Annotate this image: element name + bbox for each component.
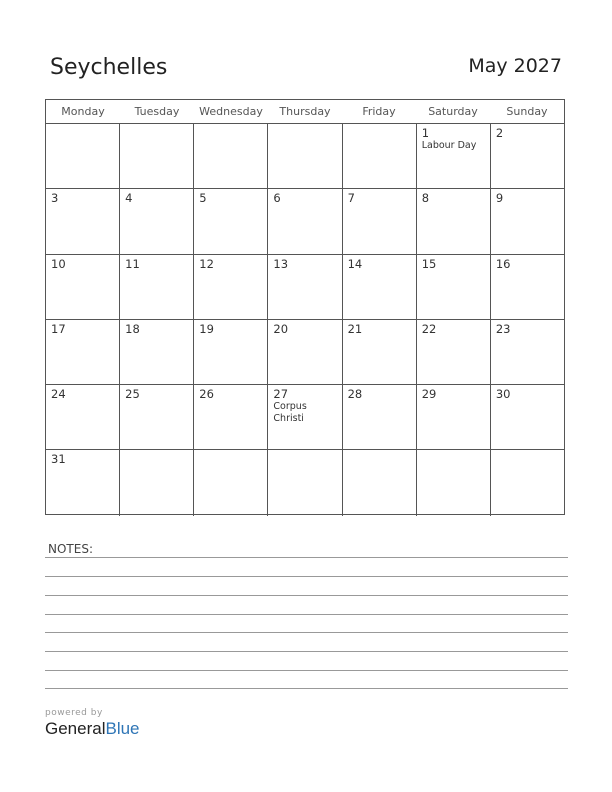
week-row (46, 255, 564, 320)
calendar-grid (45, 99, 565, 515)
note-line[interactable] (45, 688, 568, 689)
day-cell[interactable] (268, 124, 342, 188)
day-cell[interactable] (268, 385, 342, 449)
day-cell[interactable] (491, 385, 564, 449)
week-row (46, 385, 564, 450)
powered-by-text: powered by (45, 708, 103, 718)
weekday-saturday: Saturday (428, 105, 478, 118)
day-number: 14 (347, 256, 363, 271)
day-number: 23 (495, 321, 511, 336)
day-cell[interactable] (417, 124, 491, 188)
note-line[interactable] (45, 651, 568, 652)
day-cell[interactable] (417, 189, 491, 253)
day-number: 9 (495, 191, 504, 206)
day-cell[interactable] (194, 450, 268, 515)
day-cell[interactable] (343, 450, 417, 515)
notes-label: NOTES: (48, 542, 93, 556)
note-line[interactable] (45, 576, 568, 577)
day-cell[interactable] (491, 124, 564, 188)
holiday-label: Labour Day (421, 140, 477, 151)
day-number: 24 (51, 387, 66, 402)
day-cell[interactable] (491, 450, 564, 515)
note-line[interactable] (45, 632, 568, 633)
day-cell[interactable] (46, 450, 120, 515)
day-number: 10 (51, 256, 66, 271)
day-number: 4 (125, 191, 133, 206)
weekday-monday: Monday (61, 105, 105, 118)
day-cell[interactable] (268, 320, 342, 384)
week-row (46, 124, 564, 189)
holiday-label: Corpus Christi (273, 401, 307, 425)
brand-general: General (45, 719, 106, 738)
day-cell[interactable] (194, 124, 268, 188)
day-number: 28 (347, 387, 363, 402)
day-cell[interactable] (343, 189, 417, 253)
day-cell[interactable] (417, 320, 491, 384)
day-number: 11 (125, 256, 140, 271)
note-line[interactable] (45, 595, 568, 596)
day-number: 29 (421, 387, 437, 402)
day-cell[interactable] (194, 320, 268, 384)
day-cell[interactable] (268, 450, 342, 515)
day-cell[interactable] (268, 189, 342, 253)
day-cell[interactable] (194, 189, 268, 253)
day-cell[interactable] (46, 124, 120, 188)
day-cell[interactable] (491, 320, 564, 384)
note-line[interactable] (45, 614, 568, 615)
day-number: 21 (347, 321, 363, 336)
day-number: 18 (125, 321, 140, 336)
day-cell[interactable] (120, 385, 194, 449)
day-cell[interactable] (343, 255, 417, 319)
day-number: 1 (421, 126, 430, 140)
day-cell[interactable] (343, 320, 417, 384)
day-number: 3 (51, 191, 59, 206)
country-title: Seychelles (50, 55, 168, 80)
day-number: 17 (51, 321, 66, 336)
day-cell[interactable] (120, 124, 194, 188)
day-cell[interactable] (120, 189, 194, 253)
day-number: 2 (495, 126, 504, 140)
day-number: 25 (125, 387, 140, 402)
day-cell[interactable] (417, 255, 491, 319)
day-cell[interactable] (46, 385, 120, 449)
day-cell[interactable] (343, 124, 417, 188)
day-cell[interactable] (194, 385, 268, 449)
day-cell[interactable] (120, 320, 194, 384)
weekday-friday: Friday (362, 105, 396, 118)
note-line[interactable] (45, 557, 568, 558)
day-number: 13 (273, 256, 289, 271)
day-cell[interactable] (417, 385, 491, 449)
day-number: 22 (421, 321, 437, 336)
note-line[interactable] (45, 670, 568, 671)
weekday-tuesday: Tuesday (134, 105, 180, 118)
day-number: 7 (347, 191, 355, 206)
day-number: 27 (273, 387, 289, 402)
day-cell[interactable] (120, 255, 194, 319)
brand-logo (45, 719, 140, 739)
day-number: 6 (273, 191, 281, 206)
month-title: May 2027 (468, 55, 562, 77)
weekday-wednesday: Wednesday (199, 105, 263, 118)
day-cell[interactable] (268, 255, 342, 319)
brand-blue: Blue (105, 719, 140, 738)
day-cell[interactable] (417, 450, 491, 515)
day-number: 12 (199, 256, 214, 271)
week-row (46, 189, 564, 254)
day-cell[interactable] (120, 450, 194, 515)
day-cell[interactable] (46, 320, 120, 384)
weekday-thursday: Thursday (279, 105, 331, 118)
day-number: 20 (273, 321, 289, 336)
day-number: 26 (199, 387, 214, 402)
day-cell[interactable] (46, 255, 120, 319)
day-cell[interactable] (46, 189, 120, 253)
day-number: 30 (495, 387, 511, 402)
day-cell[interactable] (343, 385, 417, 449)
day-number: 15 (421, 256, 437, 271)
weekday-header-row (46, 100, 564, 124)
weekday-sunday: Sunday (506, 105, 548, 118)
week-row (46, 450, 564, 515)
day-cell[interactable] (491, 189, 564, 253)
day-number: 5 (199, 191, 207, 206)
day-cell[interactable] (491, 255, 564, 319)
week-row (46, 320, 564, 385)
header (50, 55, 562, 85)
day-cell[interactable] (194, 255, 268, 319)
day-number: 16 (495, 256, 511, 271)
footer (45, 708, 140, 739)
day-number: 19 (199, 321, 214, 336)
day-number: 8 (421, 191, 430, 206)
day-number: 31 (51, 452, 66, 467)
